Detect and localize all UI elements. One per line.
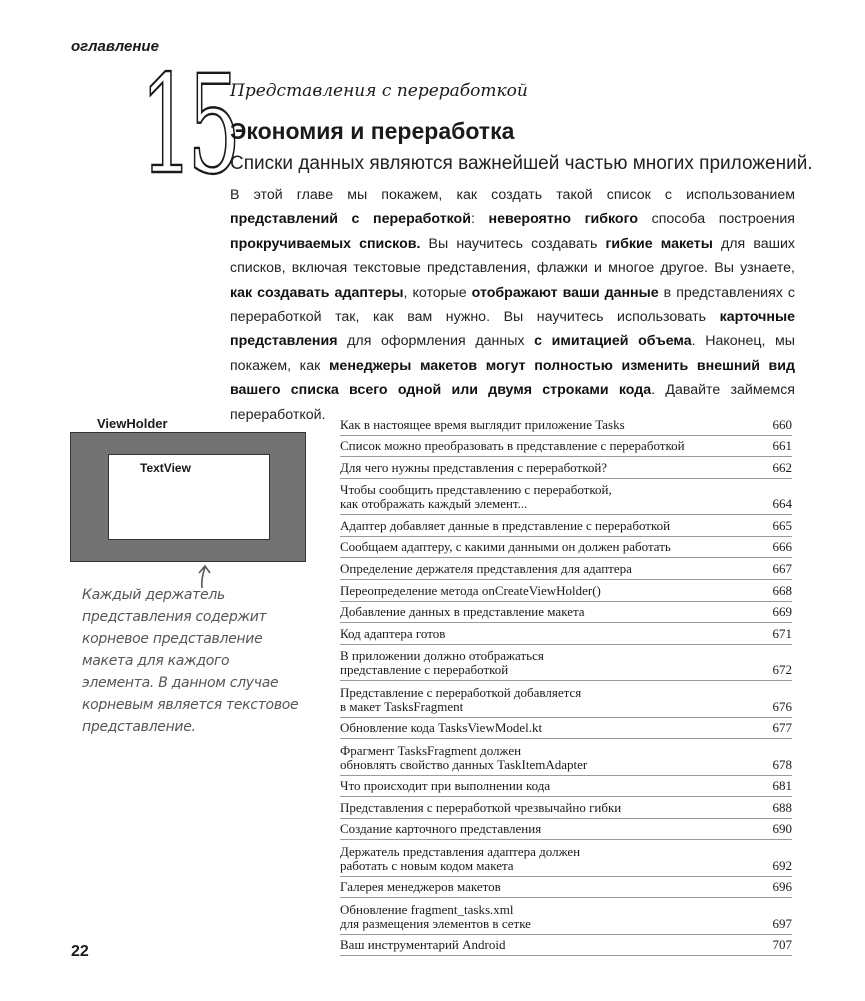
page-number: 22 xyxy=(71,943,89,960)
toc-entry[interactable] xyxy=(340,797,792,819)
toc-entry-title: Представление с переработкой добавляется в макет TasksFragment xyxy=(340,684,582,714)
toc-entry-title: Создание карточного представления xyxy=(340,821,542,837)
toc-entry-page: 660 xyxy=(772,416,792,432)
toc-entry-title: Переопределение метода onCreateViewHolder() xyxy=(340,582,601,598)
intro-emphasis: невероятно гибкого xyxy=(488,211,638,228)
viewholder-label: ViewHolder xyxy=(97,416,168,431)
toc-entry[interactable] xyxy=(340,623,792,645)
intro-emphasis: прокручиваемых списков. xyxy=(230,235,421,252)
toc-entry-page: 664 xyxy=(772,496,792,512)
toc-entry[interactable] xyxy=(340,935,792,957)
toc-entry-title: Обновление fragment_tasks.xml для размещения элементов в сетке xyxy=(340,901,531,931)
toc-entry-title: Список можно преобразовать в представление с переработкой xyxy=(340,438,685,454)
toc-entry-title: Держатель представления адаптера должен работать с новым кодом макета xyxy=(340,843,581,873)
intro-emphasis: с имитацией объема xyxy=(534,333,692,350)
toc-entry-page: 671 xyxy=(772,625,792,641)
toc-entry-page: 688 xyxy=(772,799,792,815)
chapter-label: Представления с переработкой xyxy=(230,81,528,101)
toc-entry-page: 672 xyxy=(772,662,792,678)
toc-entry-page: 666 xyxy=(772,539,792,555)
toc-entry[interactable] xyxy=(340,681,792,717)
intro-emphasis: представлений с переработкой xyxy=(230,211,471,228)
toc-entry-page: 677 xyxy=(772,720,792,736)
toc-entry[interactable] xyxy=(340,602,792,624)
toc-entry-page: 665 xyxy=(772,517,792,533)
toc-entry-page: 669 xyxy=(772,604,792,620)
toc-entry[interactable] xyxy=(340,558,792,580)
toc-entry[interactable] xyxy=(340,537,792,559)
toc-entry-page: 697 xyxy=(772,915,792,931)
chapter-title: Экономия и переработка xyxy=(230,118,515,144)
toc-entry[interactable] xyxy=(340,840,792,876)
intro-emphasis: менеджеры макетов могут полностью изменить внешний вид вашего списка всего одной или двумя строками кода xyxy=(230,357,795,399)
intro-emphasis: карточные представления xyxy=(230,309,795,350)
toc-entry-page: 707 xyxy=(772,937,792,953)
toc-entry-page: 678 xyxy=(772,756,792,772)
toc-entry-title: Галерея менеджеров макетов xyxy=(340,879,501,895)
toc-entry-title: Адаптер добавляет данные в представление с переработкой xyxy=(340,517,671,533)
toc-entry-page: 662 xyxy=(772,459,792,475)
toc-entry-page: 667 xyxy=(772,560,792,576)
toc-entry-title: В приложении должно отображаться представление с переработкой xyxy=(340,648,544,678)
intro-text: . Наконец, мы покажем, как xyxy=(230,333,795,374)
intro-text: способа построения xyxy=(637,211,795,228)
toc-entry[interactable] xyxy=(340,580,792,602)
toc-entry[interactable] xyxy=(340,739,792,775)
toc-entry[interactable] xyxy=(340,515,792,537)
intro-emphasis: отображают ваши данные xyxy=(471,284,659,301)
toc-entry-page: 661 xyxy=(772,438,792,454)
toc-entry-page: 690 xyxy=(772,821,792,837)
chapter-number: 15 xyxy=(140,47,235,205)
toc-entry[interactable] xyxy=(340,457,792,479)
toc-entry-title: Фрагмент TasksFragment должен обновлять свойство данных TaskItemAdapter xyxy=(340,742,588,772)
toc-entry-title: Ваш инструментарий Android xyxy=(340,937,506,953)
diagram-note: Каждый держатель представления содержит корневое представление макета для каждого элемента. В данном случае корневым является текстовое представление. xyxy=(82,587,299,735)
toc-entry-page: 696 xyxy=(772,879,792,895)
toc-entry[interactable] xyxy=(340,645,792,681)
toc-entry-title: Представления с переработкой чрезвычайно гибки xyxy=(340,799,622,815)
toc-entry-page: 692 xyxy=(772,857,792,873)
running-head: оглавление xyxy=(71,38,159,55)
textview-label: TextView xyxy=(140,461,191,475)
intro-emphasis: гибкие макеты xyxy=(605,235,713,252)
toc-entry[interactable] xyxy=(340,414,792,436)
toc-entry-page: 676 xyxy=(772,698,792,714)
toc-entry[interactable] xyxy=(340,776,792,798)
intro-text: В этой главе мы покажем, как создать такой список с использованием xyxy=(230,187,795,203)
toc-entry-title: Добавление данных в представление макета xyxy=(340,604,585,620)
chapter-intro-paragraph xyxy=(230,183,795,427)
intro-text: , которые xyxy=(403,284,472,301)
toc-entry-title: Обновление кода TasksViewModel.kt xyxy=(340,720,543,736)
toc-entry-title: Как в настоящее время выглядит приложение Tasks xyxy=(340,416,625,432)
intro-text: в представлениях с переработкой так, как вам нужно. Вы научитесь использовать xyxy=(230,284,795,326)
chapter-lead: Списки данных являются важнейшей частью многих приложений. xyxy=(230,153,813,174)
toc-entry-title: Код адаптера готов xyxy=(340,625,446,641)
toc-entry[interactable] xyxy=(340,718,792,740)
toc-entry[interactable] xyxy=(340,819,792,841)
intro-text: Вы научитесь создавать xyxy=(420,235,606,252)
intro-text: . Давайте займемся переработкой. xyxy=(230,382,795,423)
intro-emphasis: как создавать адаптеры xyxy=(230,284,404,301)
toc-entry-title: Определение держателя представления для адаптера xyxy=(340,560,632,576)
toc-entry-page: 681 xyxy=(772,778,792,794)
toc-entry-title: Для чего нужны представления с переработкой? xyxy=(340,459,608,475)
table-of-contents xyxy=(340,414,792,956)
toc-entry-title: Что происходит при выполнении кода xyxy=(340,778,551,794)
toc-entry-title: Чтобы сообщить представлению с переработкой, как отображать каждый элемент... xyxy=(340,482,612,512)
toc-entry-page: 668 xyxy=(772,582,792,598)
intro-text: для оформления данных xyxy=(337,333,535,350)
toc-entry[interactable] xyxy=(340,898,792,934)
toc-entry-title: Сообщаем адаптеру, с какими данными он должен работать xyxy=(340,539,671,555)
toc-entry[interactable] xyxy=(340,436,792,458)
intro-text: для ваших списков, включая текстовые представления, флажки и многое другое. Вы узнаете, xyxy=(230,235,796,277)
toc-entry[interactable] xyxy=(340,479,792,515)
intro-text: : xyxy=(470,211,489,228)
toc-entry[interactable] xyxy=(340,877,792,899)
